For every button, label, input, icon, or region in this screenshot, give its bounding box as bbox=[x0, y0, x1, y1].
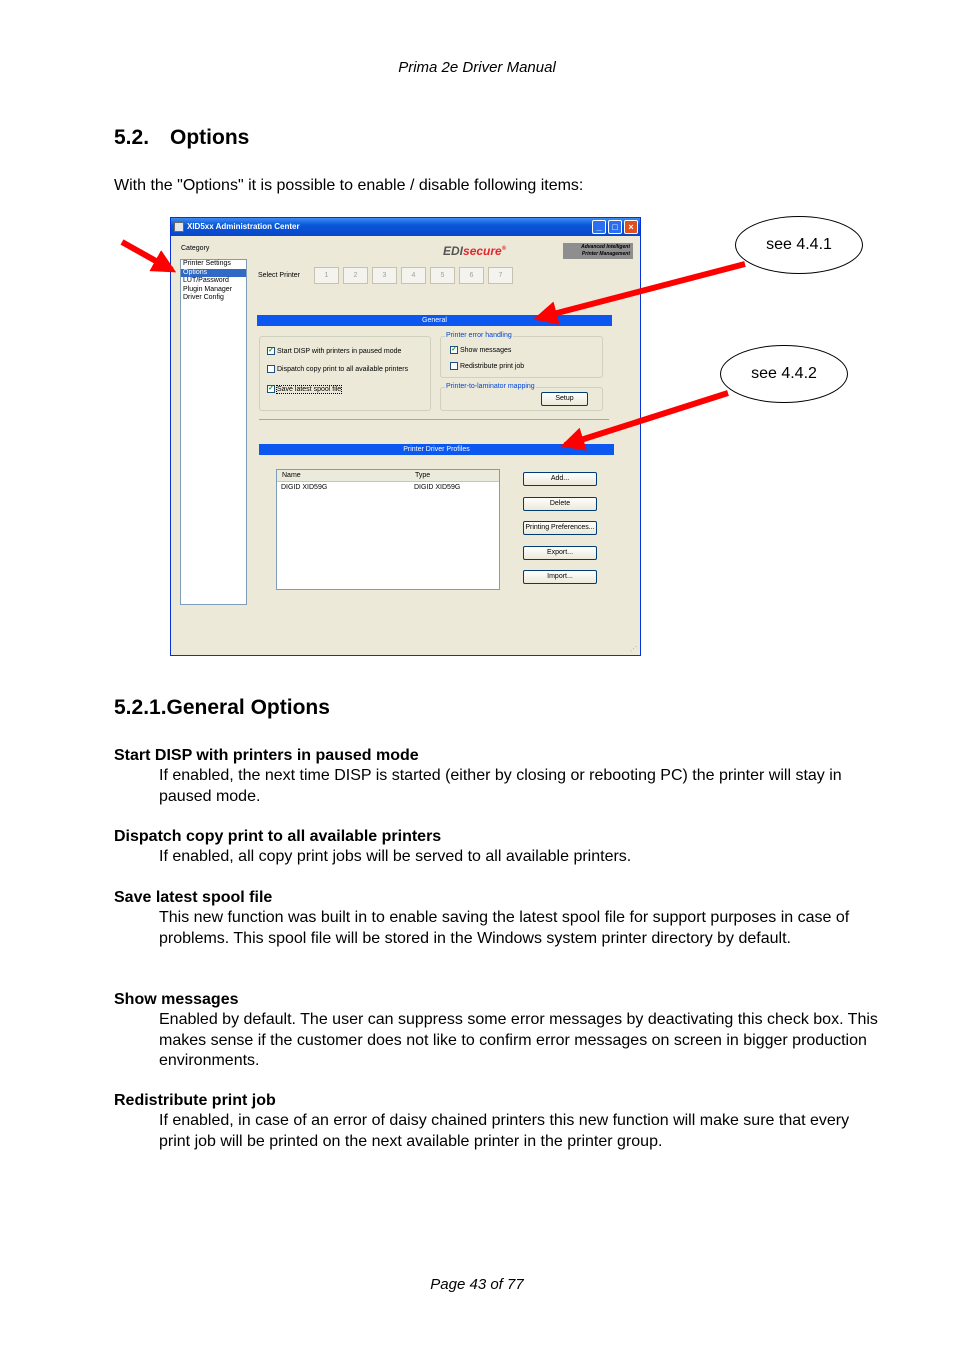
logo-tagline: Advanced Intelligent Printer Management bbox=[563, 243, 633, 259]
show-messages-label: Show messages bbox=[460, 346, 512, 354]
category-item-lut-password[interactable]: LUT/Password bbox=[183, 277, 229, 284]
section-heading bbox=[114, 126, 249, 150]
option-description: If enabled, in case of an error of daisy chained printers this new function will make sure that every print job will be printed on the next available printer in the printer group. bbox=[159, 1112, 850, 1150]
option-description: If enabled, all copy print jobs will be served to all available printers. bbox=[159, 848, 632, 866]
export-profile-button[interactable]: Export... bbox=[523, 546, 597, 560]
callout-see-4-4-1: see 4.4.1 bbox=[735, 216, 863, 274]
arrow-to-options-category bbox=[122, 242, 172, 270]
printer-button-7[interactable]: 7 bbox=[488, 267, 513, 284]
intro-paragraph: With the "Options" it is possible to enable / disable following items: bbox=[114, 177, 584, 194]
arrow-to-profiles-bar bbox=[565, 393, 728, 445]
dispatch-copy-label: Dispatch copy print to all available printers bbox=[277, 365, 409, 373]
page-footer: Page 43 of 77 bbox=[430, 1276, 524, 1293]
subsection-heading: 5.2.1.General Options bbox=[114, 696, 330, 719]
options-screenshot-figure bbox=[110, 212, 870, 662]
column-header-name[interactable]: Name bbox=[282, 472, 301, 479]
profile-name-cell: DIGID XID59G bbox=[281, 484, 328, 491]
delete-profile-button[interactable]: Delete bbox=[523, 497, 597, 511]
minimize-button[interactable]: _ bbox=[592, 220, 606, 234]
add-profile-button[interactable]: Add... bbox=[523, 472, 597, 486]
running-header: Prima 2e Driver Manual bbox=[398, 59, 556, 76]
save-spool-label: Save latest spool file bbox=[277, 385, 342, 393]
arrow-to-general-bar bbox=[538, 264, 745, 318]
annotation-arrows bbox=[110, 212, 870, 662]
option-item-redistribute bbox=[114, 1091, 884, 1152]
printer-button-1[interactable]: 1 bbox=[314, 267, 339, 284]
printer-button-5[interactable]: 5 bbox=[430, 267, 455, 284]
printer-button-3[interactable]: 3 bbox=[372, 267, 397, 284]
maximize-button[interactable]: □ bbox=[608, 220, 622, 234]
category-item-options[interactable]: Options bbox=[181, 269, 246, 278]
option-item-save-spool bbox=[114, 888, 884, 949]
category-label: Category bbox=[181, 245, 210, 252]
save-spool-check-box[interactable]: ✓ bbox=[268, 385, 274, 392]
option-term: Save latest spool file bbox=[114, 889, 273, 906]
printer-error-group-title: Printer error handling bbox=[446, 332, 512, 339]
printing-preferences-button[interactable]: Printing Preferences... bbox=[523, 521, 597, 535]
logo-wordmark: EDIsecure® bbox=[443, 244, 507, 258]
start-disp-check-box[interactable]: ✓ bbox=[268, 347, 274, 354]
redistribute-label: Redistribute print job bbox=[460, 362, 525, 370]
general-section-bar: General bbox=[257, 315, 612, 326]
category-item-printer-settings[interactable]: Printer Settings bbox=[183, 260, 231, 267]
close-button[interactable]: × bbox=[624, 220, 638, 234]
option-term: Redistribute print job bbox=[114, 1092, 276, 1109]
setup-button[interactable]: Setup bbox=[541, 392, 588, 406]
start-disp-label: Start DISP with printers in paused mode bbox=[277, 347, 402, 355]
import-profile-button[interactable]: Import... bbox=[523, 570, 597, 584]
resize-grip-icon[interactable]: ⋰ bbox=[630, 646, 637, 653]
printer-button-2[interactable]: 2 bbox=[343, 267, 368, 284]
window-title: XID5xx Administration Center bbox=[187, 222, 300, 231]
section-title: Options bbox=[170, 126, 250, 149]
option-term: Start DISP with printers in paused mode bbox=[114, 747, 419, 764]
show-messages-check-box[interactable]: ✓ bbox=[451, 346, 457, 353]
section-number: 5.2. bbox=[114, 126, 150, 149]
option-term: Dispatch copy print to all available printers bbox=[114, 828, 442, 845]
option-item-show-messages bbox=[114, 990, 884, 1071]
option-description: If enabled, the next time DISP is started (either by closing or rebooting PC) the printer will stay in paused mode. bbox=[159, 767, 842, 805]
option-item-dispatch-copy bbox=[114, 827, 884, 868]
callout-see-4-4-2: see 4.4.2 bbox=[720, 345, 848, 403]
category-item-driver-config[interactable]: Driver Config bbox=[183, 294, 224, 301]
column-header-type[interactable]: Type bbox=[415, 472, 431, 479]
option-term: Show messages bbox=[114, 991, 239, 1008]
profile-type-cell: DIGID XID59G bbox=[414, 484, 461, 491]
select-printer-label: Select Printer bbox=[258, 272, 301, 279]
printer-button-6[interactable]: 6 bbox=[459, 267, 484, 284]
printer-button-4[interactable]: 4 bbox=[401, 267, 426, 284]
profiles-section-bar: Printer Driver Profiles bbox=[259, 444, 614, 455]
option-description: Enabled by default. The user can suppress some error messages by deactivating this check box. This makes sense if the customer does not like to confirm error messages on screen in bigger production environments. bbox=[159, 1011, 878, 1069]
option-item-start-disp bbox=[114, 746, 884, 807]
category-item-plugin-manager[interactable]: Plugin Manager bbox=[183, 285, 233, 293]
option-description: This new function was built in to enable saving the latest spool file for support purposes in case of problems. This spool file will be stored in the Windows system printer directory by default. bbox=[159, 909, 850, 947]
laminator-mapping-title: Printer-to-laminator mapping bbox=[446, 383, 535, 390]
